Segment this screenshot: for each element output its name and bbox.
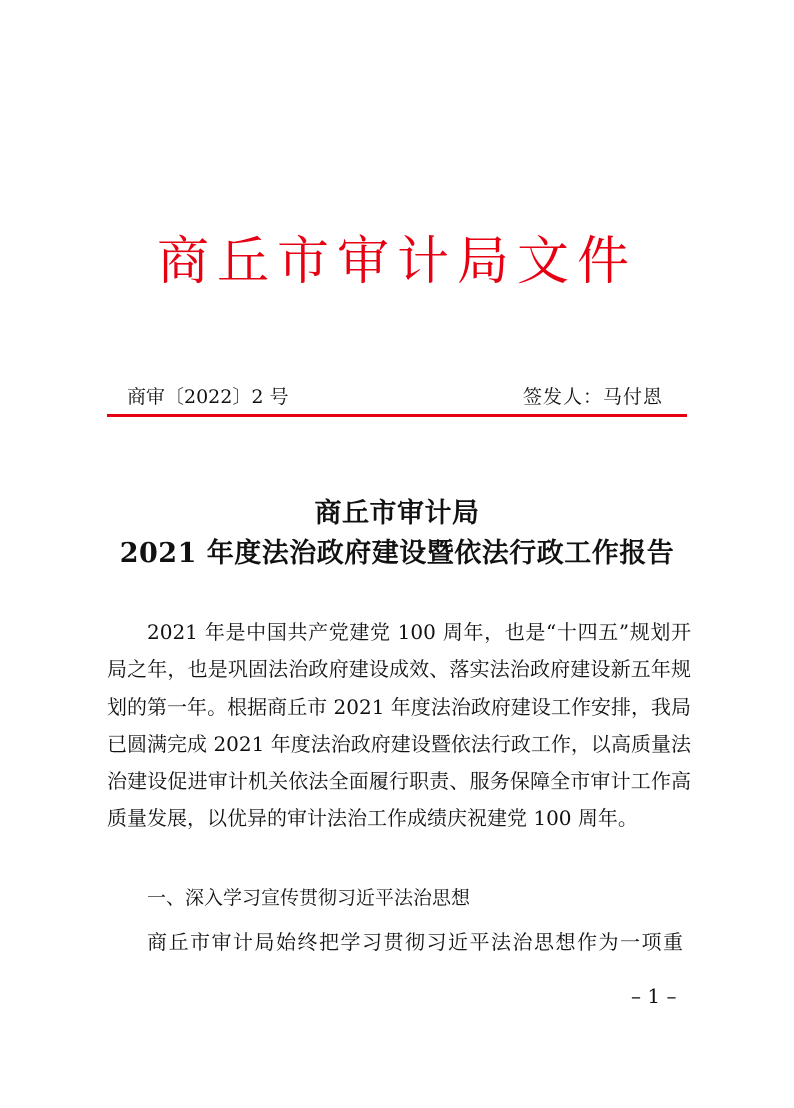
document-number: 商审〔2022〕2 号 [127,386,289,408]
red-divider-line [107,414,687,417]
body-paragraph-2: 商丘市审计局始终把学习贯彻习近平法治思想作为一项重 [147,930,685,954]
section-heading-1: 一、深入学习宣传贯彻习近平法治思想 [147,887,471,909]
body-paragraph-1: 2021 年是中国共产党建党 100 周年，也是“十四五”规划开局之年，也是巩固法治政府建设成效、落实法治政府建设新五年规划的第一年。根据商丘市 2021 年度法治政府建设工作安排，我局已圆满完成 2021 年度法治政府建设暨依法行政工作，以高质量法治建设促进审计机关依法全面履行职责、服务保障全市审计工作高质量发展，以优异的审计法治工作成绩庆祝建党 100 周年。 [107,620,691,831]
report-title-line1: 商丘市审计局 [314,498,480,529]
signer: 签发人：马付恩 [522,386,663,408]
page-number: – 1 – [631,984,677,1008]
issuer-title: 商丘市审计局文件 [156,232,637,292]
report-title-line2: 2021 年度法治政府建设暨依法行政工作报告 [119,538,675,569]
